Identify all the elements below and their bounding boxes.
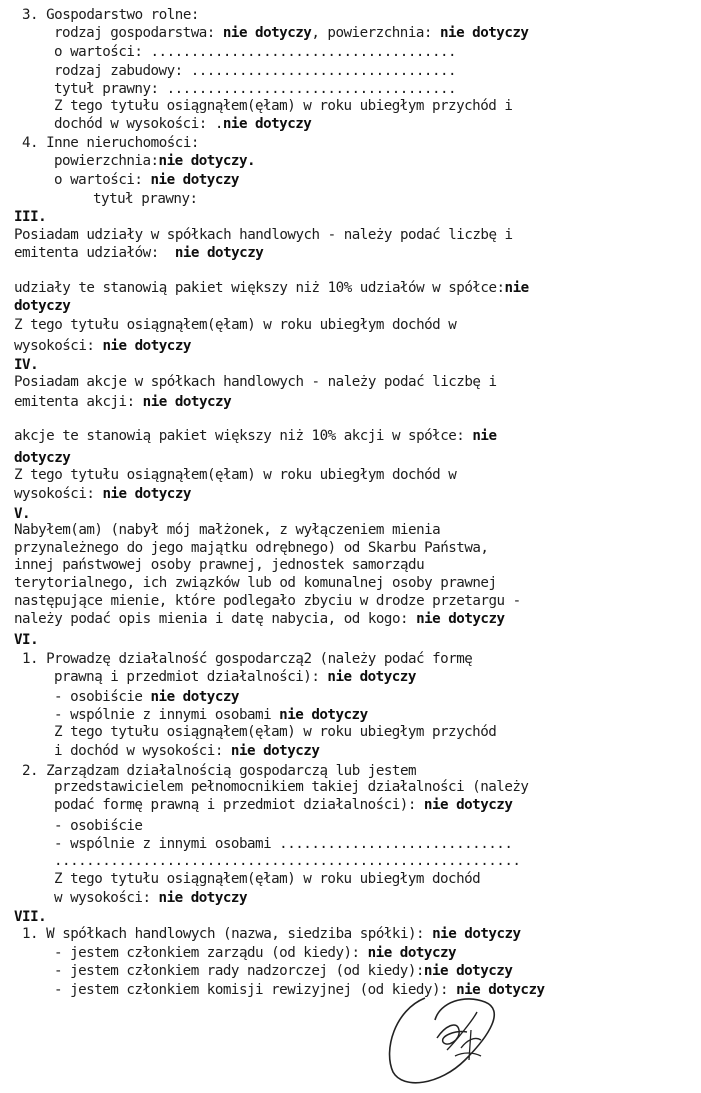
line-text: Z tego tytułu osiągnąłem(ęłam) w roku ubiegłym dochód w (14, 317, 457, 333)
text-line (22, 925, 521, 943)
bold-value: nie (472, 428, 497, 444)
text-line (14, 449, 70, 467)
line-text: , powierzchnia: (311, 25, 441, 41)
text-line (54, 152, 255, 170)
bold-value: nie dotyczy (230, 743, 320, 759)
handwritten-signature (385, 990, 515, 1090)
bold-value: IV. (14, 357, 39, 373)
line-text: dochód w wysokości: . (54, 116, 223, 132)
text-line (54, 706, 368, 724)
line-text: wysokości: (14, 338, 103, 354)
text-line (54, 43, 456, 61)
line-text: Z tego tytułu osiągnąłem(ęłam) w roku ubiegłym dochód (54, 871, 481, 887)
line-text: 4. Inne nieruchomości: (22, 135, 199, 151)
text-line (14, 556, 424, 574)
text-line (54, 778, 528, 796)
bold-value: nie dotyczy (327, 669, 416, 685)
text-line (14, 466, 456, 484)
bold-value: V. (14, 506, 31, 522)
line-text: - jestem członkiem rady nadzorczej (od kiedy): (54, 963, 424, 979)
text-line (22, 6, 199, 24)
text-line (14, 356, 38, 374)
text-line (54, 835, 512, 853)
bold-value: III. (14, 209, 47, 225)
line-text: - osobiście (54, 818, 143, 834)
bold-value: nie dotyczy (440, 25, 529, 41)
line-text: 1. Prowadzę działalność gospodarczą2 (należy podać formę (22, 651, 473, 667)
line-text: Z tego tytułu osiągnąłem(ęłam) w roku ubiegłym przychód (54, 724, 497, 740)
text-line (54, 668, 416, 686)
text-line (22, 650, 472, 668)
line-text: - jestem członkiem zarządu (od kiedy): (54, 945, 368, 961)
line-text: udziały te stanowią pakiet większy niż 10% udziałów w spółce: (14, 280, 505, 296)
line-text: 2. Zarządzam działalnością gospodarczą lub jestem (22, 763, 417, 779)
line-text: akcje te stanowią pakiet większy niż 10% akcji w spółce: (14, 428, 473, 444)
text-line (14, 574, 497, 592)
bold-value: nie dotyczy (416, 611, 505, 627)
text-line (54, 80, 456, 98)
text-line (54, 962, 512, 980)
text-line (54, 723, 496, 741)
text-line (14, 337, 191, 355)
text-line (93, 190, 198, 208)
text-line (54, 852, 520, 870)
text-line (14, 393, 231, 411)
bold-value: nie (504, 280, 529, 296)
text-line (54, 24, 528, 42)
text-line (14, 539, 488, 557)
line-text: następujące mienie, które podlegało zbyciu w drodze przetargu - (14, 593, 521, 609)
bold-value: dotyczy (14, 450, 71, 466)
line-text: innej państwowej osoby prawnej, jednostek samorządu (14, 557, 425, 573)
line-text: - wspólnie z innymi osobami (54, 707, 280, 723)
line-text: - jestem członkiem komisji rewizyjnej (od kiedy): (54, 982, 457, 998)
line-text: prawną i przedmiot działalności): (54, 669, 328, 685)
text-line (54, 62, 456, 80)
bold-value: nie dotyczy (142, 394, 232, 410)
bold-value: nie dotyczy (432, 926, 521, 942)
bold-value: nie dotyczy (102, 486, 191, 502)
text-line (22, 134, 199, 152)
line-text: .......................................................... (54, 853, 521, 869)
line-text: wysokości: (14, 486, 103, 502)
line-text: tytuł prawny: .................................... (54, 81, 457, 97)
text-line (54, 817, 142, 835)
text-line (14, 908, 46, 926)
text-line (14, 208, 46, 226)
text-line (14, 592, 521, 610)
text-line (54, 171, 239, 189)
text-line (54, 115, 311, 133)
line-text: terytorialnego, ich związków lub od komunalnej osoby prawnej (14, 575, 497, 591)
bold-value: nie dotyczy (150, 689, 239, 705)
line-text: rodzaj zabudowy: ................................. (54, 63, 457, 79)
line-text: - osobiście (54, 689, 151, 705)
line-text: w wysokości: (54, 890, 159, 906)
text-line (14, 373, 497, 391)
line-text: - wspólnie z innymi osobami ............................. (54, 836, 513, 852)
text-line (14, 226, 513, 244)
bold-value: nie dotyczy (150, 172, 239, 188)
line-text: Z tego tytułu osiągnąłem(ęłam) w roku ubiegłym przychód i (54, 98, 513, 114)
text-line (14, 610, 505, 628)
text-line (14, 244, 263, 262)
line-text: podać formę prawną i przedmiot działalności): (54, 797, 424, 813)
bold-value: nie dotyczy (158, 890, 248, 906)
text-line (14, 427, 497, 445)
line-text: powierzchnia: (54, 153, 159, 169)
text-line (14, 316, 456, 334)
bold-value: nie dotyczy. (158, 153, 256, 169)
text-line (54, 742, 319, 760)
text-line (54, 889, 247, 907)
line-text: 3. Gospodarstwo rolne: (22, 7, 199, 23)
bold-value: nie dotyczy (102, 338, 191, 354)
bold-value: nie dotyczy (279, 707, 368, 723)
bold-value: nie dotyczy (174, 245, 264, 261)
line-text: i dochód w wysokości: (54, 743, 231, 759)
text-line (14, 631, 38, 649)
line-text: tytuł prawny: (93, 191, 198, 207)
bold-value: dotyczy (14, 298, 71, 314)
bold-value: nie dotyczy (222, 116, 312, 132)
line-text: Z tego tytułu osiągnąłem(ęłam) w roku ubiegłym dochód w (14, 467, 457, 483)
text-line (54, 944, 456, 962)
bold-value: VI. (14, 632, 39, 648)
line-text: emitenta udziałów: (14, 245, 175, 261)
line-text: rodzaj gospodarstwa: (54, 25, 223, 41)
text-line (14, 297, 70, 315)
bold-value: nie dotyczy (423, 963, 513, 979)
text-line (54, 796, 512, 814)
line-text: przynależnego do jego majątku odrębnego) od Skarbu Państwa, (14, 540, 489, 556)
bold-value: nie dotyczy (222, 25, 312, 41)
line-text: przedstawicielem pełnomocnikiem takiej działalności (należy (54, 779, 529, 795)
text-line (14, 485, 191, 503)
bold-value: VII. (14, 909, 47, 925)
bold-value: nie dotyczy (423, 797, 513, 813)
text-line (54, 870, 480, 888)
bold-value: nie dotyczy (367, 945, 457, 961)
line-text: o wartości: (54, 172, 151, 188)
line-text: należy podać opis mienia i datę nabycia, od kogo: (14, 611, 417, 627)
line-text: 1. W spółkach handlowych (nazwa, siedziba spółki): (22, 926, 433, 942)
line-text: Posiadam akcje w spółkach handlowych - należy podać liczbę i (14, 374, 497, 390)
line-text: o wartości: ...................................... (54, 44, 457, 60)
bold-value: nie dotyczy (456, 982, 545, 998)
line-text: Nabyłem(am) (nabył mój małżonek, z wyłączeniem mienia (14, 522, 441, 538)
text-line (54, 688, 239, 706)
text-line (14, 279, 529, 297)
text-line (14, 521, 440, 539)
text-line (54, 97, 512, 115)
line-text: Posiadam udziały w spółkach handlowych - należy podać liczbę i (14, 227, 513, 243)
line-text: emitenta akcji: (14, 394, 143, 410)
